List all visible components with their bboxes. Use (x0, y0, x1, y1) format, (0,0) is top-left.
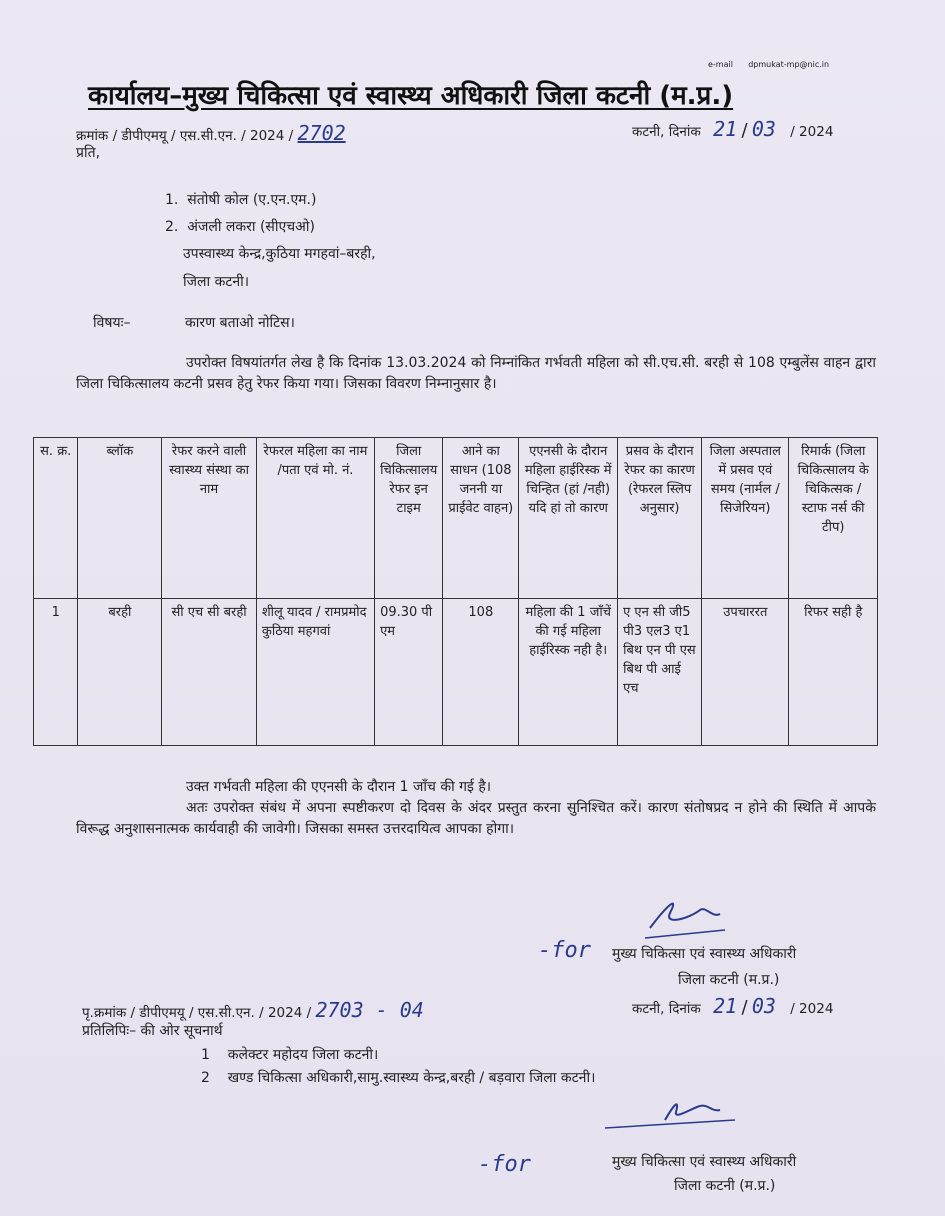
table-cell: महिला की 1 जाँचें की गई महिला हाईरिस्क नही है। (519, 599, 618, 746)
table-header-row (34, 438, 878, 599)
table-header-cell: प्रसव के दौरान रेफर का कारण (रेफरल स्लिप अनुसार) (618, 438, 702, 599)
address-line-2: जिला कटनी। (183, 274, 250, 290)
date-month: 03 (751, 994, 776, 1018)
for-signature: -for (478, 1152, 531, 1177)
copy-date: कटनी, दिनांक 21 / 03 / 2024 (632, 994, 834, 1018)
table-header-cell: एएनसी के दौरान महिला हाईरिस्क में चिन्हित (हां /नही) यदि हां तो कारण (519, 438, 618, 599)
table-cell: 108 (443, 599, 519, 746)
table-header-cell: रिमार्क (जिला चिकित्सालय के चिकित्सक / स्टाफ नर्स की टीप) (789, 438, 878, 599)
to-label: प्रति, (76, 145, 101, 161)
email-label: e-mail (708, 60, 733, 69)
table-cell: बरही (78, 599, 162, 746)
table-header-cell: जिला चिकित्सालय रेफर इन टाइम (375, 438, 443, 599)
letter-number-prefix: क्रमांक / डीपीएमयू / एस.सी.एन. / 2024 / (76, 128, 294, 144)
table-cell: सी एच सी बरही (162, 599, 257, 746)
for-signature: -for (538, 938, 591, 963)
recipient-item (165, 217, 315, 236)
letter-date: कटनी, दिनांक 21 / 03 / 2024 (632, 117, 834, 141)
table-cell: 09.30 पी एम (375, 599, 443, 746)
table-cell: ए एन सी जी5 पी3 एल3 ए1 बिथ एन पी एस बिथ पी आई एच (618, 599, 702, 746)
subject-text: कारण बताओ नोटिस। (185, 315, 295, 331)
subject-label: विषयः– (93, 315, 131, 331)
date-month: 03 (751, 117, 776, 141)
table-header-cell: ब्लॉक (78, 438, 162, 599)
recipient-text: संतोषी कोल (ए.एन.एम.) (187, 192, 317, 208)
email-address: dpmukat-mp@nic.in (748, 60, 830, 69)
intro-paragraph: उपरोक्त विषयांतर्गत लेख है कि दिनांक 13.03.2024 को निम्नांकित गर्भवती महिला को सी.एच.सी. बरही से 108 एम्बुलेंस वाहन द्वारा जिला चिकित्सालय कटनी प्रसव हेतु रेफर किया गया। जिसका विवरण निम्नानुसार है। (76, 355, 876, 392)
table-header-cell: स. क्र. (34, 438, 78, 599)
recipient-text: अंजली लकरा (सीएचओ) (187, 219, 315, 235)
copy-item (201, 1068, 595, 1087)
referral-table (33, 437, 878, 746)
copy-item-number: 1 (201, 1047, 210, 1063)
copy-number-prefix: पृ.क्रमांक / डीपीएमयू / एस.सी.एन. / 2024 / (82, 1005, 312, 1021)
signatory-district: जिला कटनी (म.प्र.) (678, 972, 780, 988)
table-cell: रिफर सही है (789, 599, 878, 746)
copy-item (201, 1045, 378, 1064)
address-line-1: उपस्वास्थ्य केन्द्र,कुठिया मगहवां–बरही, (183, 246, 376, 262)
letter-number (76, 121, 346, 145)
date-day: 21 (713, 117, 738, 141)
date-year: / 2024 (790, 124, 834, 140)
copy-number-handwritten: 2703 - 04 (315, 998, 424, 1022)
copy-label: प्रतिलिपिः– की ओर सूचनार्थ (82, 1023, 223, 1039)
table-cell: शीलू यादव / रामप्रमोद कुठिया महगवां (256, 599, 374, 746)
signature-scribble (640, 888, 730, 948)
table-header-cell: रेफर करने वाली स्वास्थ्य संस्था का नाम (162, 438, 257, 599)
table-header-cell: आने का साधन (108 जननी या प्राईवेट वाहन) (443, 438, 519, 599)
anc-note: उक्त गर्भवती महिला की एएनसी के दौरान 1 जाँच की गई है। (186, 779, 492, 795)
date-label: कटनी, दिनांक (632, 124, 701, 140)
signatory-designation: मुख्य चिकित्सा एवं स्वास्थ्य अधिकारी (612, 1154, 797, 1170)
office-title: कार्यालय–मुख्य चिकित्सा एवं स्वास्थ्य अधिकारी जिला कटनी (म.प्र.) (88, 81, 734, 111)
closing-paragraph: अतः उपरोक्त संबंध में अपना स्पष्टीकरण दो दिवस के अंदर प्रस्तुत करना सुनिश्चित करें। कारण संतोषप्रद न होने की स्थिति में आपके विरूद्ध अनुशासनात्मक कार्यवाही की जावेगी। जिसका समस्त उत्तरदायित्व आपका होगा। (76, 800, 876, 837)
copy-item-text: कलेक्टर महोदय जिला कटनी। (227, 1047, 379, 1063)
table-cell: 1 (34, 599, 78, 746)
copy-item-number: 2 (201, 1070, 210, 1086)
recipient-number: 2. (165, 219, 179, 235)
table-header-cell: जिला अस्पताल में प्रसव एवं समय (नार्मल / सिजेरियन) (702, 438, 789, 599)
signature-scribble (600, 1090, 740, 1135)
table-header-cell: रेफरल महिला का नाम /पता एवं मो. नं. (256, 438, 374, 599)
signatory-district: जिला कटनी (म.प्र.) (674, 1178, 776, 1194)
table-cell: उपचाररत (702, 599, 789, 746)
signatory-designation: मुख्य चिकित्सा एवं स्वास्थ्य अधिकारी (612, 946, 797, 962)
copy-item-text: खण्ड चिकित्सा अधिकारी,सामु.स्वास्थ्य केन्द्र,बरही / बड़वारा जिला कटनी। (227, 1070, 596, 1086)
date-year: / 2024 (790, 1001, 834, 1017)
date-label: कटनी, दिनांक (632, 1001, 701, 1017)
copy-number (82, 998, 424, 1022)
recipient-item (165, 190, 316, 209)
recipient-number: 1. (165, 192, 179, 208)
email-line (708, 60, 829, 69)
table-row (34, 599, 878, 746)
letter-number-handwritten: 2702 (297, 121, 346, 145)
date-day: 21 (713, 994, 738, 1018)
